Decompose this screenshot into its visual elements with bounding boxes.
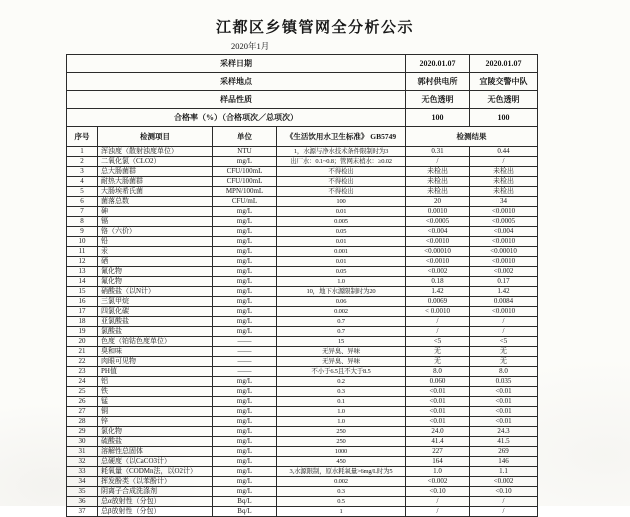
result-1-cell: <0.0005 bbox=[406, 217, 470, 227]
info-row-pass-rate bbox=[67, 109, 538, 127]
item-name-cell: 镉 bbox=[98, 217, 213, 227]
row-no-cell: 6 bbox=[67, 197, 98, 207]
standard-limit-cell: 10，地下水源限制时为20 bbox=[277, 287, 406, 297]
result-2-cell: <5 bbox=[470, 337, 538, 347]
row-no-cell: 29 bbox=[67, 427, 98, 437]
table-row bbox=[67, 357, 538, 367]
result-1-cell: <0.01 bbox=[406, 397, 470, 407]
result-2-cell: 34 bbox=[470, 197, 538, 207]
standard-limit-cell: 1.0 bbox=[277, 417, 406, 427]
unit-cell: —— bbox=[213, 357, 277, 367]
table-row bbox=[67, 327, 538, 337]
table-row bbox=[67, 317, 538, 327]
sample-info-section bbox=[67, 55, 538, 127]
result-2-cell: 24.3 bbox=[470, 427, 538, 437]
result-1-cell: / bbox=[406, 507, 470, 517]
item-name-cell: 锌 bbox=[98, 417, 213, 427]
result-1-cell: / bbox=[406, 497, 470, 507]
item-name-cell: 锰 bbox=[98, 397, 213, 407]
sample-nature-value-2: 无色透明 bbox=[470, 91, 538, 109]
item-name-cell: 氯化物 bbox=[98, 427, 213, 437]
table-row bbox=[67, 207, 538, 217]
result-2-cell: 0.44 bbox=[470, 147, 538, 157]
sample-nature-label: 样品性质 bbox=[67, 91, 406, 109]
standard-limit-cell: 450 bbox=[277, 457, 406, 467]
col-header-item: 检测项目 bbox=[98, 127, 213, 147]
col-header-no: 序号 bbox=[67, 127, 98, 147]
unit-cell: mg/L bbox=[213, 297, 277, 307]
item-name-cell: 菌落总数 bbox=[98, 197, 213, 207]
info-row-sample-date bbox=[67, 55, 538, 73]
info-row-sample-site bbox=[67, 73, 538, 91]
standard-limit-cell: 不小于6.5且不大于8.5 bbox=[277, 367, 406, 377]
standard-limit-cell: 0.3 bbox=[277, 487, 406, 497]
result-1-cell: 0.31 bbox=[406, 147, 470, 157]
row-no-cell: 15 bbox=[67, 287, 98, 297]
row-no-cell: 2 bbox=[67, 157, 98, 167]
row-no-cell: 31 bbox=[67, 447, 98, 457]
unit-cell: mg/L bbox=[213, 477, 277, 487]
report-month: 2020年1月 bbox=[231, 41, 270, 51]
table-row bbox=[67, 247, 538, 257]
item-name-cell: 铁 bbox=[98, 387, 213, 397]
result-2-cell: 0.035 bbox=[470, 377, 538, 387]
standard-limit-cell: 15 bbox=[277, 337, 406, 347]
unit-cell: mg/L bbox=[213, 247, 277, 257]
item-name-cell: PH值 bbox=[98, 367, 213, 377]
row-no-cell: 4 bbox=[67, 177, 98, 187]
standard-limit-cell: 0.002 bbox=[277, 307, 406, 317]
row-no-cell: 12 bbox=[67, 257, 98, 267]
unit-cell: mg/L bbox=[213, 317, 277, 327]
result-1-cell: 无 bbox=[406, 357, 470, 367]
row-no-cell: 18 bbox=[67, 317, 98, 327]
result-2-cell: <0.0010 bbox=[470, 207, 538, 217]
unit-cell: mg/L bbox=[213, 377, 277, 387]
table-row bbox=[67, 457, 538, 467]
row-no-cell: 32 bbox=[67, 457, 98, 467]
standard-limit-cell: 0.05 bbox=[277, 227, 406, 237]
item-name-cell: 耐热大肠菌群 bbox=[98, 177, 213, 187]
table-row bbox=[67, 257, 538, 267]
result-1-cell: 164 bbox=[406, 457, 470, 467]
result-1-cell: 未检出 bbox=[406, 167, 470, 177]
result-1-cell: <0.00010 bbox=[406, 247, 470, 257]
item-name-cell: 二氧化氯（CLO2） bbox=[98, 157, 213, 167]
info-row-sample-nature bbox=[67, 91, 538, 109]
row-no-cell: 26 bbox=[67, 397, 98, 407]
item-name-cell: 溶解性总固体 bbox=[98, 447, 213, 457]
table-row bbox=[67, 297, 538, 307]
item-name-cell: 阴离子合成洗涤剂 bbox=[98, 487, 213, 497]
sample-date-label: 采样日期 bbox=[67, 55, 406, 73]
sample-site-value-2: 宜陵交警中队 bbox=[470, 73, 538, 91]
result-1-cell: <0.002 bbox=[406, 267, 470, 277]
standard-limit-cell: 无异臭、异味 bbox=[277, 347, 406, 357]
row-no-cell: 7 bbox=[67, 207, 98, 217]
row-no-cell: 9 bbox=[67, 227, 98, 237]
table-row bbox=[67, 287, 538, 297]
item-name-cell: 铜 bbox=[98, 407, 213, 417]
item-name-cell: 总大肠菌群 bbox=[98, 167, 213, 177]
result-2-cell: 无 bbox=[470, 357, 538, 367]
row-no-cell: 34 bbox=[67, 477, 98, 487]
unit-cell: mg/L bbox=[213, 217, 277, 227]
result-2-cell: / bbox=[470, 327, 538, 337]
table-row bbox=[67, 307, 538, 317]
table-row bbox=[67, 437, 538, 447]
result-1-cell: <5 bbox=[406, 337, 470, 347]
item-name-cell: 色度（铂钴色度单位） bbox=[98, 337, 213, 347]
unit-cell: mg/L bbox=[213, 327, 277, 337]
result-2-cell: <0.0005 bbox=[470, 217, 538, 227]
item-name-cell: 铝 bbox=[98, 377, 213, 387]
water-analysis-table bbox=[66, 54, 538, 517]
standard-limit-cell: 0.3 bbox=[277, 387, 406, 397]
result-2-cell: <0.002 bbox=[470, 477, 538, 487]
standard-limit-cell: 不得检出 bbox=[277, 177, 406, 187]
table-row bbox=[67, 377, 538, 387]
standard-limit-cell: 0.005 bbox=[277, 217, 406, 227]
standard-limit-cell: 0.002 bbox=[277, 477, 406, 487]
col-header-result: 检测结果 bbox=[406, 127, 538, 147]
result-2-cell: 41.5 bbox=[470, 437, 538, 447]
table-row bbox=[67, 277, 538, 287]
standard-limit-cell: 1 bbox=[277, 507, 406, 517]
result-2-cell: / bbox=[470, 507, 538, 517]
result-2-cell: 146 bbox=[470, 457, 538, 467]
unit-cell: mg/L bbox=[213, 267, 277, 277]
table-row bbox=[67, 347, 538, 357]
result-2-cell: / bbox=[470, 317, 538, 327]
standard-limit-cell: 0.2 bbox=[277, 377, 406, 387]
row-no-cell: 5 bbox=[67, 187, 98, 197]
table-row bbox=[67, 217, 538, 227]
unit-cell: —— bbox=[213, 347, 277, 357]
standard-limit-cell: 250 bbox=[277, 427, 406, 437]
result-2-cell: 未检出 bbox=[470, 187, 538, 197]
result-1-cell: 无 bbox=[406, 347, 470, 357]
column-header-row bbox=[67, 127, 538, 147]
result-2-cell: / bbox=[470, 497, 538, 507]
item-name-cell: 铅 bbox=[98, 237, 213, 247]
result-1-cell: < 0.0010 bbox=[406, 307, 470, 317]
row-no-cell: 33 bbox=[67, 467, 98, 477]
table-row bbox=[67, 187, 538, 197]
result-2-cell: <0.01 bbox=[470, 407, 538, 417]
row-no-cell: 27 bbox=[67, 407, 98, 417]
result-1-cell: <0.004 bbox=[406, 227, 470, 237]
unit-cell: mg/L bbox=[213, 487, 277, 497]
result-1-cell: 20 bbox=[406, 197, 470, 207]
result-1-cell: 0.18 bbox=[406, 277, 470, 287]
item-name-cell: 铬（六价） bbox=[98, 227, 213, 237]
unit-cell: mg/L bbox=[213, 227, 277, 237]
row-no-cell: 25 bbox=[67, 387, 98, 397]
row-no-cell: 22 bbox=[67, 357, 98, 367]
row-no-cell: 3 bbox=[67, 167, 98, 177]
result-1-cell: <0.002 bbox=[406, 477, 470, 487]
result-2-cell: <0.01 bbox=[470, 387, 538, 397]
result-1-cell: 未检出 bbox=[406, 177, 470, 187]
item-name-cell: 氯酸盐 bbox=[98, 327, 213, 337]
standard-limit-cell: 1.0 bbox=[277, 277, 406, 287]
table-row bbox=[67, 447, 538, 457]
standard-limit-cell: 不得检出 bbox=[277, 187, 406, 197]
item-name-cell: 汞 bbox=[98, 247, 213, 257]
result-1-cell: <0.01 bbox=[406, 407, 470, 417]
standard-limit-cell: 250 bbox=[277, 437, 406, 447]
result-2-cell: 8.0 bbox=[470, 367, 538, 377]
table-row bbox=[67, 387, 538, 397]
result-1-cell: / bbox=[406, 327, 470, 337]
standard-limit-cell: 1，水源与净水技术条件限制时为3 bbox=[277, 147, 406, 157]
unit-cell: mg/L bbox=[213, 287, 277, 297]
result-2-cell: <0.0010 bbox=[470, 237, 538, 247]
table-row bbox=[67, 417, 538, 427]
sample-date-value-2: 2020.01.07 bbox=[470, 55, 538, 73]
result-2-cell: <0.0010 bbox=[470, 307, 538, 317]
standard-limit-cell: 0.7 bbox=[277, 327, 406, 337]
result-2-cell: <0.10 bbox=[470, 487, 538, 497]
standard-limit-cell: 1.0 bbox=[277, 407, 406, 417]
table-row bbox=[67, 237, 538, 247]
standard-limit-cell: 0.01 bbox=[277, 207, 406, 217]
sample-nature-value-1: 无色透明 bbox=[406, 91, 470, 109]
unit-cell: —— bbox=[213, 337, 277, 347]
result-2-cell: 0.0084 bbox=[470, 297, 538, 307]
unit-cell: mg/L bbox=[213, 467, 277, 477]
item-name-cell: 硝酸盐（以N计） bbox=[98, 287, 213, 297]
table-row bbox=[67, 467, 538, 477]
standard-limit-cell: 无异臭、异味 bbox=[277, 357, 406, 367]
result-1-cell: 1.0 bbox=[406, 467, 470, 477]
result-2-cell: / bbox=[470, 157, 538, 167]
result-1-cell: <0.01 bbox=[406, 387, 470, 397]
result-2-cell: <0.01 bbox=[470, 417, 538, 427]
unit-cell: CFU/mL bbox=[213, 197, 277, 207]
item-name-cell: 总硬度（以CaCO3计） bbox=[98, 457, 213, 467]
standard-limit-cell: 100 bbox=[277, 197, 406, 207]
unit-cell: Bq/L bbox=[213, 497, 277, 507]
table-row bbox=[67, 197, 538, 207]
table-row bbox=[67, 227, 538, 237]
row-no-cell: 16 bbox=[67, 297, 98, 307]
result-1-cell: 0.0069 bbox=[406, 297, 470, 307]
unit-cell: —— bbox=[213, 367, 277, 377]
pass-rate-label: 合格率（%）（合格项次／总项次） bbox=[67, 109, 406, 127]
unit-cell: CFU/100mL bbox=[213, 167, 277, 177]
col-header-standard: 《生活饮用水卫生标准》 GB5749 bbox=[277, 127, 406, 147]
item-name-cell: 三氯甲烷 bbox=[98, 297, 213, 307]
result-1-cell: / bbox=[406, 157, 470, 167]
row-no-cell: 24 bbox=[67, 377, 98, 387]
unit-cell: mg/L bbox=[213, 457, 277, 467]
row-no-cell: 19 bbox=[67, 327, 98, 337]
result-1-cell: 未检出 bbox=[406, 187, 470, 197]
row-no-cell: 8 bbox=[67, 217, 98, 227]
standard-limit-cell: 0.001 bbox=[277, 247, 406, 257]
table-row bbox=[67, 397, 538, 407]
item-name-cell: 亚氯酸盐 bbox=[98, 317, 213, 327]
result-1-cell: <0.0010 bbox=[406, 237, 470, 247]
result-1-cell: 41.4 bbox=[406, 437, 470, 447]
result-2-cell: <0.01 bbox=[470, 397, 538, 407]
sample-date-value-1: 2020.01.07 bbox=[406, 55, 470, 73]
row-no-cell: 20 bbox=[67, 337, 98, 347]
unit-cell: Bq/L bbox=[213, 507, 277, 517]
result-1-cell: <0.10 bbox=[406, 487, 470, 497]
col-header-unit: 单位 bbox=[213, 127, 277, 147]
row-no-cell: 17 bbox=[67, 307, 98, 317]
unit-cell: mg/L bbox=[213, 307, 277, 317]
row-no-cell: 1 bbox=[67, 147, 98, 157]
result-1-cell: 0.060 bbox=[406, 377, 470, 387]
standard-limit-cell: 0.06 bbox=[277, 297, 406, 307]
unit-cell: mg/L bbox=[213, 157, 277, 167]
item-name-cell: 砷 bbox=[98, 207, 213, 217]
result-2-cell: <0.00010 bbox=[470, 247, 538, 257]
table-row bbox=[67, 497, 538, 507]
item-name-cell: 肉眼可见物 bbox=[98, 357, 213, 367]
item-name-cell: 氰化物 bbox=[98, 267, 213, 277]
standard-limit-cell: 0.7 bbox=[277, 317, 406, 327]
row-no-cell: 21 bbox=[67, 347, 98, 357]
sample-site-value-1: 郭村供电所 bbox=[406, 73, 470, 91]
standard-limit-cell: 不得检出 bbox=[277, 167, 406, 177]
table-row bbox=[67, 507, 538, 517]
item-name-cell: 挥发酚类（以苯酚计） bbox=[98, 477, 213, 487]
row-no-cell: 10 bbox=[67, 237, 98, 247]
unit-cell: mg/L bbox=[213, 447, 277, 457]
row-no-cell: 37 bbox=[67, 507, 98, 517]
row-no-cell: 13 bbox=[67, 267, 98, 277]
item-name-cell: 大肠埃希氏菌 bbox=[98, 187, 213, 197]
result-2-cell: 未检出 bbox=[470, 177, 538, 187]
unit-cell: mg/L bbox=[213, 237, 277, 247]
result-2-cell: 1.1 bbox=[470, 467, 538, 477]
result-1-cell: <0.01 bbox=[406, 417, 470, 427]
table-row bbox=[67, 157, 538, 167]
result-1-cell: 8.0 bbox=[406, 367, 470, 377]
row-no-cell: 28 bbox=[67, 417, 98, 427]
table-row bbox=[67, 487, 538, 497]
result-2-cell: <0.0010 bbox=[470, 257, 538, 267]
row-no-cell: 36 bbox=[67, 497, 98, 507]
result-2-cell: 1.42 bbox=[470, 287, 538, 297]
table-row bbox=[67, 167, 538, 177]
item-name-cell: 总β放射性（分包） bbox=[98, 507, 213, 517]
unit-cell: mg/L bbox=[213, 437, 277, 447]
table-row bbox=[67, 337, 538, 347]
standard-limit-cell: 0.01 bbox=[277, 257, 406, 267]
unit-cell: NTU bbox=[213, 147, 277, 157]
row-no-cell: 30 bbox=[67, 437, 98, 447]
table-row bbox=[67, 427, 538, 437]
row-no-cell: 23 bbox=[67, 367, 98, 377]
unit-cell: mg/L bbox=[213, 417, 277, 427]
unit-cell: mg/L bbox=[213, 397, 277, 407]
unit-cell: MPN/100mL bbox=[213, 187, 277, 197]
unit-cell: CFU/100mL bbox=[213, 177, 277, 187]
unit-cell: mg/L bbox=[213, 427, 277, 437]
standard-limit-cell: 3,水源限制，原水耗氧量>6mg/L时为5 bbox=[277, 467, 406, 477]
item-name-cell: 四氯化碳 bbox=[98, 307, 213, 317]
unit-cell: mg/L bbox=[213, 257, 277, 267]
pass-rate-value-2: 100 bbox=[470, 109, 538, 127]
result-1-cell: <0.0010 bbox=[406, 257, 470, 267]
page-title: 江都区乡镇管网全分析公示 bbox=[215, 20, 414, 36]
result-2-cell: <0.004 bbox=[470, 227, 538, 237]
result-1-cell: / bbox=[406, 317, 470, 327]
row-no-cell: 11 bbox=[67, 247, 98, 257]
result-2-cell: 未检出 bbox=[470, 167, 538, 177]
standard-limit-cell: 0.05 bbox=[277, 267, 406, 277]
row-no-cell: 14 bbox=[67, 277, 98, 287]
standard-limit-cell: 0.01 bbox=[277, 237, 406, 247]
standard-limit-cell: 0.5 bbox=[277, 497, 406, 507]
item-name-cell: 臭和味 bbox=[98, 347, 213, 357]
result-1-cell: 24.0 bbox=[406, 427, 470, 437]
sample-site-label: 采样地点 bbox=[67, 73, 406, 91]
row-no-cell: 35 bbox=[67, 487, 98, 497]
item-name-cell: 氟化物 bbox=[98, 277, 213, 287]
unit-cell: mg/L bbox=[213, 207, 277, 217]
results-tbody bbox=[67, 147, 538, 517]
table-row bbox=[67, 477, 538, 487]
result-1-cell: 0.0010 bbox=[406, 207, 470, 217]
standard-limit-cell: 0.1 bbox=[277, 397, 406, 407]
item-name-cell: 硒 bbox=[98, 257, 213, 267]
unit-cell: mg/L bbox=[213, 387, 277, 397]
item-name-cell: 总α放射性（分包） bbox=[98, 497, 213, 507]
column-header-section bbox=[67, 127, 538, 147]
table-row bbox=[67, 147, 538, 157]
unit-cell: mg/L bbox=[213, 407, 277, 417]
result-2-cell: 0.17 bbox=[470, 277, 538, 287]
table-row bbox=[67, 367, 538, 377]
item-name-cell: 耗氧量（CODMn法，以O2计） bbox=[98, 467, 213, 477]
result-2-cell: <0.002 bbox=[470, 267, 538, 277]
table-row bbox=[67, 267, 538, 277]
item-name-cell: 硫酸盐 bbox=[98, 437, 213, 447]
result-1-cell: 227 bbox=[406, 447, 470, 457]
result-2-cell: 无 bbox=[470, 347, 538, 357]
standard-limit-cell: 1000 bbox=[277, 447, 406, 457]
table-row bbox=[67, 177, 538, 187]
result-2-cell: 269 bbox=[470, 447, 538, 457]
pass-rate-value-1: 100 bbox=[406, 109, 470, 127]
table-row bbox=[67, 407, 538, 417]
result-1-cell: 1.42 bbox=[406, 287, 470, 297]
standard-limit-cell: 出厂水：0.1~0.8；管网末梢水：≥0.02 bbox=[277, 157, 406, 167]
unit-cell: mg/L bbox=[213, 277, 277, 287]
item-name-cell: 浑浊度（散射浊度单位） bbox=[98, 147, 213, 157]
